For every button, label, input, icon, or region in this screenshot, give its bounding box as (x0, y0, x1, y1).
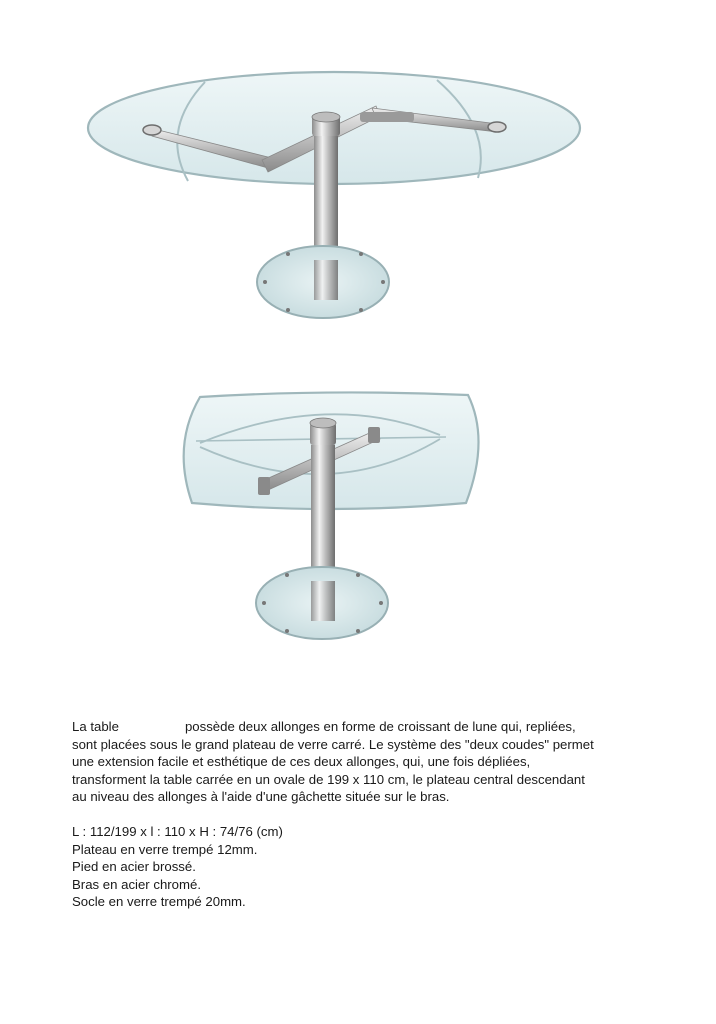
base-screw (381, 280, 385, 284)
folded-arm-hinge-right (368, 427, 380, 443)
column-through-base (311, 581, 335, 621)
column (314, 136, 338, 246)
base-screw (359, 308, 363, 312)
spec-leg: Pied en acier brossé. (72, 859, 196, 874)
base-screw (263, 280, 267, 284)
base-screw (285, 629, 289, 633)
description-line: transforment la table carrée en un ovale de 199 x 110 cm, le plateau central descendant (72, 771, 585, 787)
extended-oval-table-image (0, 60, 716, 325)
column (311, 445, 335, 575)
base-screw (356, 629, 360, 633)
base-screw (359, 252, 363, 256)
square-table-drawing (0, 385, 716, 655)
column-top-ellipse (312, 112, 340, 122)
right-arm-cap (488, 122, 506, 132)
description-line (72, 718, 672, 736)
spec-base: Socle en verre trempé 20mm. (72, 894, 246, 909)
folded-arm-hinge (258, 477, 270, 495)
base-screw (379, 601, 383, 605)
column-through-base (314, 260, 338, 300)
product-description (72, 718, 672, 806)
description-line: sont placées sous le grand plateau de verre carré. Le système des "deux coudes" permet (72, 736, 594, 752)
base-screw (285, 573, 289, 577)
description-line: une extension facile et esthétique de ces deux allonges, qui, une fois dépliées, (72, 754, 531, 769)
product-specifications (72, 823, 632, 911)
base-screw (262, 601, 266, 605)
base-screw (286, 308, 290, 312)
column-top-ellipse (310, 418, 336, 428)
spec-top: Plateau en verre trempé 12mm. (72, 841, 258, 857)
spec-dimensions: L : 112/199 x l : 110 x H : 74/76 (cm) (72, 824, 283, 839)
base-screw (286, 252, 290, 256)
oval-table-drawing (0, 60, 716, 325)
intro-before-name: La table (72, 719, 119, 734)
base-screw (356, 573, 360, 577)
arm-hinge (360, 112, 414, 122)
description-line: au niveau des allonges à l'aide d'une gâchette située sur le bras. (72, 789, 450, 804)
intro-after-name: possède deux allonges en forme de croissant de lune qui, repliées, (184, 719, 576, 734)
left-arm-cap (143, 125, 161, 135)
spec-arms: Bras en acier chromé. (72, 876, 201, 892)
folded-square-table-image (0, 385, 716, 655)
